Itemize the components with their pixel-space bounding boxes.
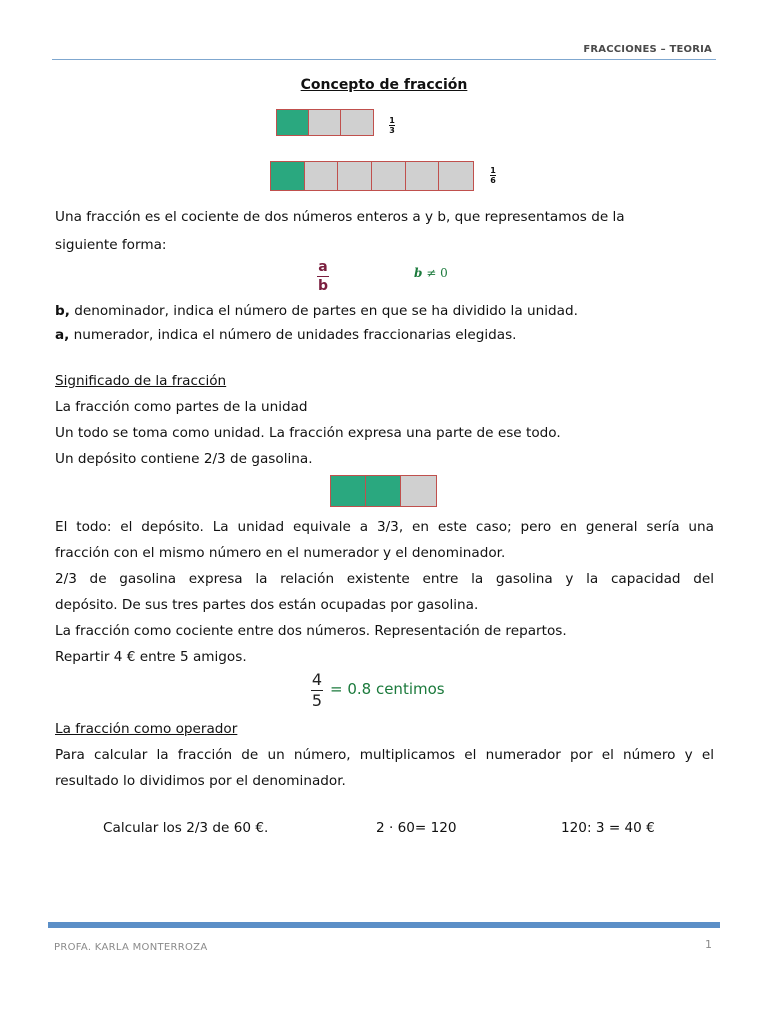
definition-b-label: b, [55,303,70,319]
denominator: 6 [490,176,496,185]
denominator: 3 [389,126,395,135]
denominator: 5 [311,691,323,710]
fraction-line [317,276,329,277]
numerator-a: a [318,259,328,275]
fraction-bar-deposit [330,475,437,507]
bar-cell-empty [309,110,341,135]
fraction-bar-thirds [276,109,374,136]
significado-line-1: La fracción como partes de la unidad [55,399,308,415]
fraction-label-thirds [389,116,395,135]
bar-cell-empty [401,476,436,506]
footer-author: PROFA. KARLA MONTERROZA [54,942,208,953]
operador-line-1-text: Para calcular la fracción de un número, multiplicamos el numerador por el número y el [55,747,714,763]
bar-cell-empty [439,162,473,190]
page-number: 1 [705,938,712,951]
definition-a-label: a, [55,327,70,343]
condition-var: b [414,266,423,280]
calc-step-3: 120: 3 = 40 € [561,820,655,836]
definition-b [55,300,714,322]
header-rule [52,59,716,60]
fraction-bar-sixths [270,161,474,191]
bar-cell-filled [271,162,305,190]
significado-heading: Significado de la fracción [55,373,227,389]
todo-line-3 [55,566,714,592]
todo-line-1-text: El todo: el depósito. La unidad equivale a 3/3, en este caso; pero en general sería una [55,519,714,535]
operador-line-1 [55,742,714,768]
todo-line-5: La fracción como cociente entre dos números. Representación de repartos. [55,623,567,639]
fraction-a-over-b [317,259,329,294]
bar-cell-empty [341,110,373,135]
bar-cell-filled [331,476,366,506]
footer-rule [48,922,720,928]
bar-cell-empty [372,162,406,190]
bar-cell-filled [366,476,401,506]
condition-rest: ≠ 0 [422,266,448,280]
todo-line-3-text: 2/3 de gasolina expresa la relación existente entre la gasolina y la capacidad del [55,571,714,587]
bar-cell-empty [305,162,339,190]
denominator-b: b [317,278,329,294]
intro-line-2: siguiente forma: [55,237,167,253]
definition-b-text: denominador, indica el número de partes en que se ha dividido la unidad. [69,303,578,319]
bar-cell-empty [406,162,440,190]
numerator: 4 [311,670,323,689]
condition-b-not-zero [414,266,448,280]
todo-line-6: Repartir 4 € entre 5 amigos. [55,649,247,665]
bar-cell-empty [338,162,372,190]
definition-a-text: numerador, indica el número de unidades fraccionarias elegidas. [69,327,517,343]
operador-line-2: resultado lo dividimos por el denominador. [55,773,346,789]
calc-step-2: 2 · 60= 120 [376,820,457,836]
definition-a [55,324,714,346]
numerator: 1 [490,166,496,175]
todo-line-4: depósito. De sus tres partes dos están ocupadas por gasolina. [55,597,479,613]
significado-line-3: Un depósito contiene 2/3 de gasolina. [55,451,313,467]
numerator: 1 [389,116,395,125]
operador-heading: La fracción como operador [55,721,238,737]
fraction-label-sixths [490,166,496,185]
calc-step-1: Calcular los 2/3 de 60 €. [103,820,269,836]
todo-line-1 [55,514,714,540]
significado-line-2: Un todo se toma como unidad. La fracción expresa una parte de ese todo. [55,425,561,441]
todo-line-2: fracción con el mismo número en el numerador y el denominador. [55,545,506,561]
intro-line-1: Una fracción es el cociente de dos números enteros a y b, que representamos de la [55,209,625,225]
fraction-four-fifths [311,671,323,710]
page-title: Concepto de fracción [300,77,468,93]
header-title: FRACCIONES – TEORIA [583,44,712,55]
bar-cell-filled [277,110,309,135]
reparto-result: = 0.8 centimos [330,680,445,698]
